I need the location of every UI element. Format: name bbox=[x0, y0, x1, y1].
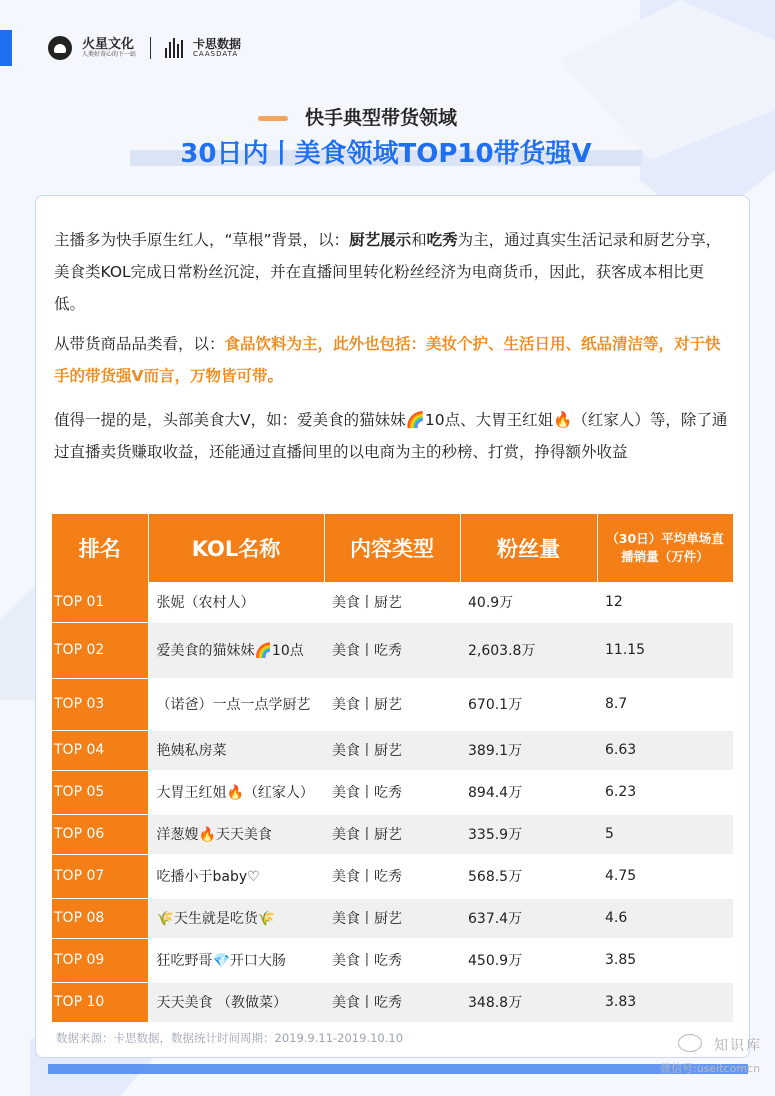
kol-name-cell: 爱美食的猫妹妹🌈10点 bbox=[148, 622, 324, 678]
rank-cell: TOP 04 bbox=[52, 730, 148, 770]
sales-cell: 8.7 bbox=[597, 678, 733, 730]
rank-cell: TOP 07 bbox=[52, 854, 148, 898]
content-type-cell: 美食丨厨艺 bbox=[324, 678, 460, 730]
header-rank: 排名 bbox=[52, 514, 148, 582]
kol-ranking-table bbox=[52, 514, 734, 1023]
sales-cell: 12 bbox=[597, 582, 733, 622]
intro-text-and: 和 bbox=[411, 231, 427, 249]
rank-cell: TOP 09 bbox=[52, 938, 148, 982]
wechat-icon bbox=[678, 1034, 702, 1052]
rank-cell: TOP 05 bbox=[52, 770, 148, 814]
content-type-cell: 美食丨厨艺 bbox=[324, 730, 460, 770]
sales-cell: 4.75 bbox=[597, 854, 733, 898]
fans-cell: 670.1万 bbox=[460, 678, 597, 730]
header-kol-name: KOL名称 bbox=[148, 514, 324, 582]
rank-cell: TOP 08 bbox=[52, 898, 148, 938]
page-title: 30日内丨美食领域TOP10带货强V bbox=[180, 139, 592, 169]
sales-cell: 11.15 bbox=[597, 622, 733, 678]
sales-cell: 3.85 bbox=[597, 938, 733, 982]
data-source-note: 数据来源：卡思数据，数据统计时间周期：2019.9.11-2019.10.10 bbox=[56, 1031, 404, 1045]
content-type-cell: 美食丨厨艺 bbox=[324, 898, 460, 938]
brand-name-caasdata: CAASDATA bbox=[193, 49, 239, 58]
table-row bbox=[52, 938, 733, 982]
content-type-cell: 美食丨吃秀 bbox=[324, 622, 460, 678]
fans-cell: 450.9万 bbox=[460, 938, 597, 982]
fans-cell: 894.4万 bbox=[460, 770, 597, 814]
kol-name-cell: 狂吃野哥💎开口大肠 bbox=[148, 938, 324, 982]
header-content-type: 内容类型 bbox=[324, 514, 460, 582]
rank-cell: TOP 03 bbox=[52, 678, 148, 730]
kol-name-cell: 张妮（农村人） bbox=[148, 582, 324, 622]
sales-cell: 5 bbox=[597, 814, 733, 854]
fans-cell: 335.9万 bbox=[460, 814, 597, 854]
category-text: 从带货商品品类看，以： bbox=[54, 335, 225, 353]
fans-cell: 348.8万 bbox=[460, 982, 597, 1022]
watermark-name: 知识库 bbox=[714, 1038, 762, 1054]
intro-paragraph bbox=[54, 224, 734, 320]
table-row bbox=[52, 854, 733, 898]
header-avg-sales: （30日）平均单场直播销量（万件） bbox=[597, 514, 733, 582]
table-row bbox=[52, 814, 733, 854]
content-type-cell: 美食丨吃秀 bbox=[324, 854, 460, 898]
fans-cell: 389.1万 bbox=[460, 730, 597, 770]
brand-header bbox=[48, 36, 241, 60]
caasdata-logo-icon bbox=[165, 38, 183, 58]
kol-name-cell: 天天美食 （教做菜） bbox=[148, 982, 324, 1022]
sales-cell: 3.83 bbox=[597, 982, 733, 1022]
table-row bbox=[52, 898, 733, 938]
rank-cell: TOP 02 bbox=[52, 622, 148, 678]
fans-cell: 568.5万 bbox=[460, 854, 597, 898]
table-row bbox=[52, 582, 733, 622]
sales-cell: 6.23 bbox=[597, 770, 733, 814]
content-type-cell: 美食丨厨艺 bbox=[324, 582, 460, 622]
fans-cell: 40.9万 bbox=[460, 582, 597, 622]
intro-bold-eating: 吃秀 bbox=[426, 231, 458, 249]
content-type-cell: 美食丨吃秀 bbox=[324, 938, 460, 982]
kol-name-cell: 大胃王红姐🔥（红家人） bbox=[148, 770, 324, 814]
fans-cell: 637.4万 bbox=[460, 898, 597, 938]
content-type-cell: 美食丨厨艺 bbox=[324, 814, 460, 854]
intro-text-b: 为主，通过真实生活记录和厨艺分享，美食类KOL完成日常粉丝沉淀，并在直播间里转化粉丝经济为电商货币，因此，获客成本相比更低。 bbox=[54, 231, 722, 313]
page-subtitle: 快手典型带货领域 bbox=[305, 107, 458, 129]
table-row bbox=[52, 730, 733, 770]
kol-name-cell: 艳姨私房菜 bbox=[148, 730, 324, 770]
content-type-cell: 美食丨吃秀 bbox=[324, 770, 460, 814]
watermark-wechat-id: 微信号:useitcomcn bbox=[660, 1062, 761, 1075]
brand-slogan: 人类好奇心的下一站 bbox=[82, 50, 137, 58]
sales-cell: 6.63 bbox=[597, 730, 733, 770]
brand-name-huoxing: 火星文化 bbox=[82, 37, 135, 53]
kol-name-cell: 🌾天生就是吃货🌾 bbox=[148, 898, 324, 938]
intro-text-a: 主播多为快手原生红人，“草根”背景，以： bbox=[54, 231, 350, 249]
header-fans: 粉丝量 bbox=[460, 514, 597, 582]
page-title-wrap bbox=[130, 133, 642, 169]
brand-name-kasi: 卡思数据 bbox=[193, 37, 242, 52]
kol-name-cell: 吃播小于baby♡ bbox=[148, 854, 324, 898]
category-paragraph bbox=[54, 328, 734, 392]
brand-divider bbox=[150, 37, 151, 59]
rank-cell: TOP 01 bbox=[52, 582, 148, 622]
kol-name-cell: （诺爸）一点一点学厨艺 bbox=[148, 678, 324, 730]
table-row bbox=[52, 982, 733, 1022]
table-row bbox=[52, 622, 733, 678]
rank-cell: TOP 10 bbox=[52, 982, 148, 1022]
extra-income-paragraph: 值得一提的是，头部美食大V，如：爱美食的猫妹妹🌈10点、大胃王红姐🔥（红家人）等，除了通过直播卖货赚取收益，还能通过直播间里的以电商为主的秒榜、打赏，挣得额外收益 bbox=[54, 411, 728, 461]
rank-cell: TOP 06 bbox=[52, 814, 148, 854]
table-row bbox=[52, 770, 733, 814]
content-type-cell: 美食丨吃秀 bbox=[324, 982, 460, 1022]
table-header-row bbox=[52, 514, 733, 582]
title-accent-dash bbox=[258, 116, 288, 121]
intro-bold-cooking: 厨艺展示 bbox=[349, 231, 412, 249]
category-highlight: 食品饮料为主，此外也包括：美妆个护、生活日用、纸品清洁等，对于快手的带货强V而言，万物皆可带。 bbox=[54, 335, 721, 385]
table-row bbox=[52, 678, 733, 730]
huoxing-logo-icon bbox=[48, 36, 72, 60]
fans-cell: 2,603.8万 bbox=[460, 622, 597, 678]
kol-name-cell: 洋葱嫂🔥天天美食 bbox=[148, 814, 324, 854]
sales-cell: 4.6 bbox=[597, 898, 733, 938]
content-card bbox=[35, 195, 750, 1058]
